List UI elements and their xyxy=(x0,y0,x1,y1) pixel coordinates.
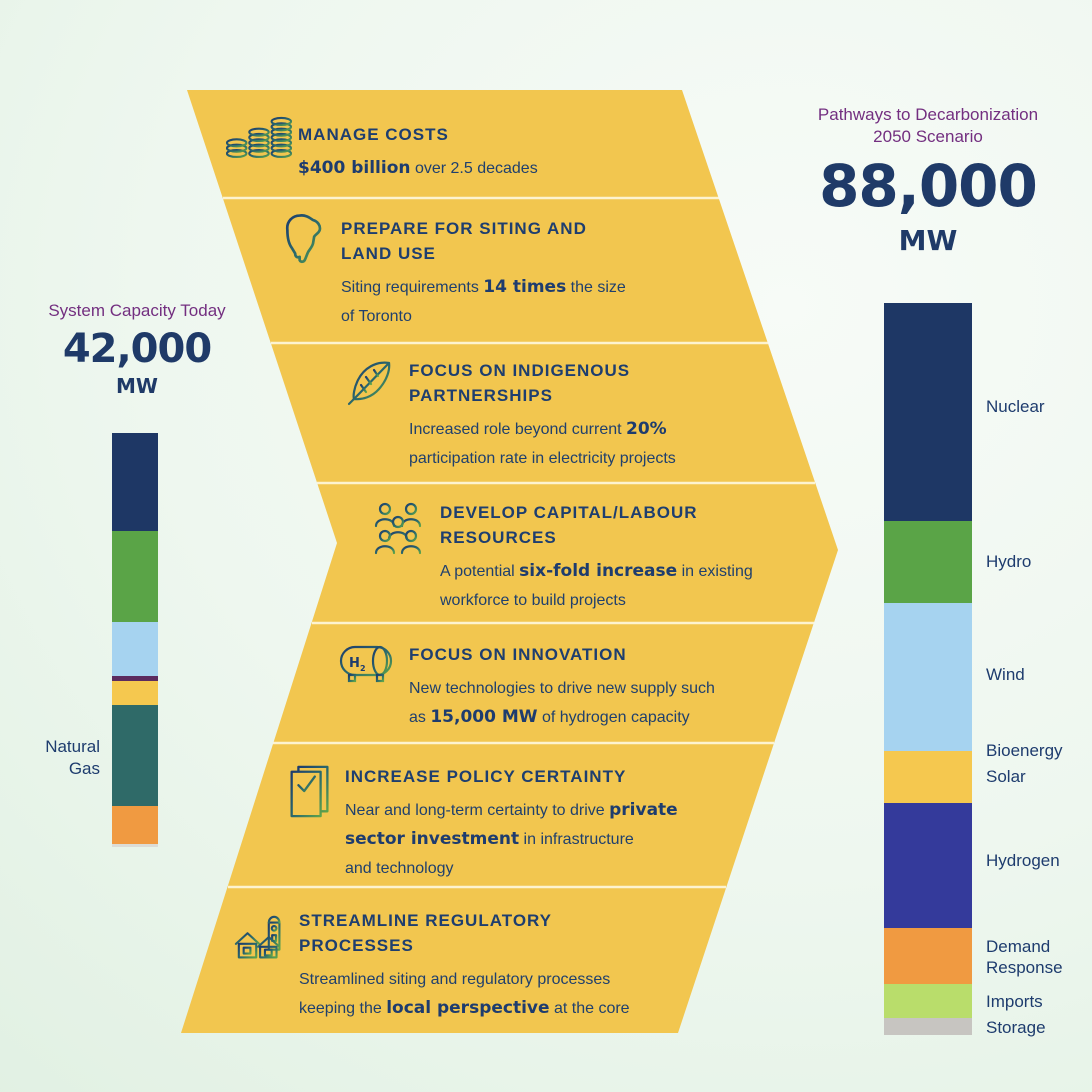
band-description: Streamlined siting and regulatory processes keeping the local perspective at the core xyxy=(299,971,630,1018)
band-title: PREPARE FOR SITING AND LAND USE xyxy=(341,219,587,263)
left-stacked-bar xyxy=(112,433,158,847)
people-group-icon xyxy=(371,498,427,560)
bar-segment-hydrogen xyxy=(884,803,972,928)
right-stacked-bar xyxy=(884,303,972,1035)
bar-segment-imports xyxy=(884,984,972,1018)
band-title: FOCUS ON INNOVATION xyxy=(409,645,627,664)
bar-segment-solar xyxy=(112,681,158,705)
band-title: FOCUS ON INDIGENOUS PARTNERSHIPS xyxy=(409,361,631,405)
checklist-icon xyxy=(286,764,334,820)
segment-label-imports: Imports xyxy=(986,992,1043,1011)
band-title: STREAMLINE REGULATORY PROCESSES xyxy=(299,911,553,955)
bar-segment-demand-response xyxy=(112,806,158,844)
feather-icon xyxy=(344,356,396,408)
bar-segment-bioenergy xyxy=(884,751,972,777)
right-chart-heading: Pathways to Decarbonization 2050 Scenario xyxy=(817,105,1039,146)
right-chart-total: 88,000 xyxy=(819,152,1037,220)
left-chart-heading: System Capacity Today xyxy=(48,301,226,320)
band-title: MANAGE COSTS xyxy=(298,125,449,144)
bar-segment-wind xyxy=(112,622,158,676)
band-description: A potential six-fold increase in existing workforce to build projects xyxy=(440,561,753,609)
segment-label-hydro: Hydro xyxy=(986,552,1032,571)
bar-segment-natural-gas xyxy=(112,705,158,806)
coins-icon xyxy=(226,113,292,161)
svg-text:H: H xyxy=(349,656,360,671)
bar-segment-nuclear xyxy=(112,433,158,531)
segment-label-bioenergy: Bioenergy xyxy=(986,741,1063,760)
hydrogen-tank-icon xyxy=(338,641,398,685)
right-bar-labels xyxy=(986,0,1092,1092)
band-title: INCREASE POLICY CERTAINTY xyxy=(345,767,627,786)
ontario-map-icon xyxy=(278,210,328,268)
bar-segment-storage xyxy=(884,1018,972,1035)
segment-label-solar: Solar xyxy=(986,767,1026,786)
band-description: $400 billion over 2.5 decades xyxy=(298,158,538,178)
band-description: Near and long-term certainty to drive private sector investment in infrastructure and technology xyxy=(345,800,678,877)
band-description: Increased role beyond current 20% participation rate in electricity projects xyxy=(409,419,676,467)
band-title: DEVELOP CAPITAL/LABOUR RESOURCES xyxy=(440,503,698,547)
bar-segment-solar xyxy=(884,777,972,803)
natural-gas-label: Natural Gas xyxy=(45,737,100,778)
bar-segment-demand-response xyxy=(884,928,972,984)
band-description: Siting requirements 14 times the size of Toronto xyxy=(341,277,626,325)
bar-segment-wind xyxy=(884,603,972,751)
segment-label-storage: Storage xyxy=(986,1018,1046,1037)
bar-segment-storage xyxy=(112,844,158,847)
segment-label-demand-response: Demand Response xyxy=(986,937,1063,977)
bar-segment-hydro xyxy=(884,521,972,603)
town-buildings-icon xyxy=(234,914,292,966)
right-chart-unit: MW xyxy=(898,224,958,257)
bar-segment-hydro xyxy=(112,531,158,622)
segment-label-hydrogen: Hydrogen xyxy=(986,851,1060,870)
segment-label-nuclear: Nuclear xyxy=(986,397,1045,416)
left-chart-total: 42,000 xyxy=(62,326,212,372)
bar-segment-nuclear xyxy=(884,303,972,521)
segment-label-wind: Wind xyxy=(986,665,1025,684)
band-description: New technologies to drive new supply such as 15,000 MW of hydrogen capacity xyxy=(409,680,715,727)
left-chart-unit: MW xyxy=(116,374,158,398)
svg-text:2: 2 xyxy=(360,664,366,673)
